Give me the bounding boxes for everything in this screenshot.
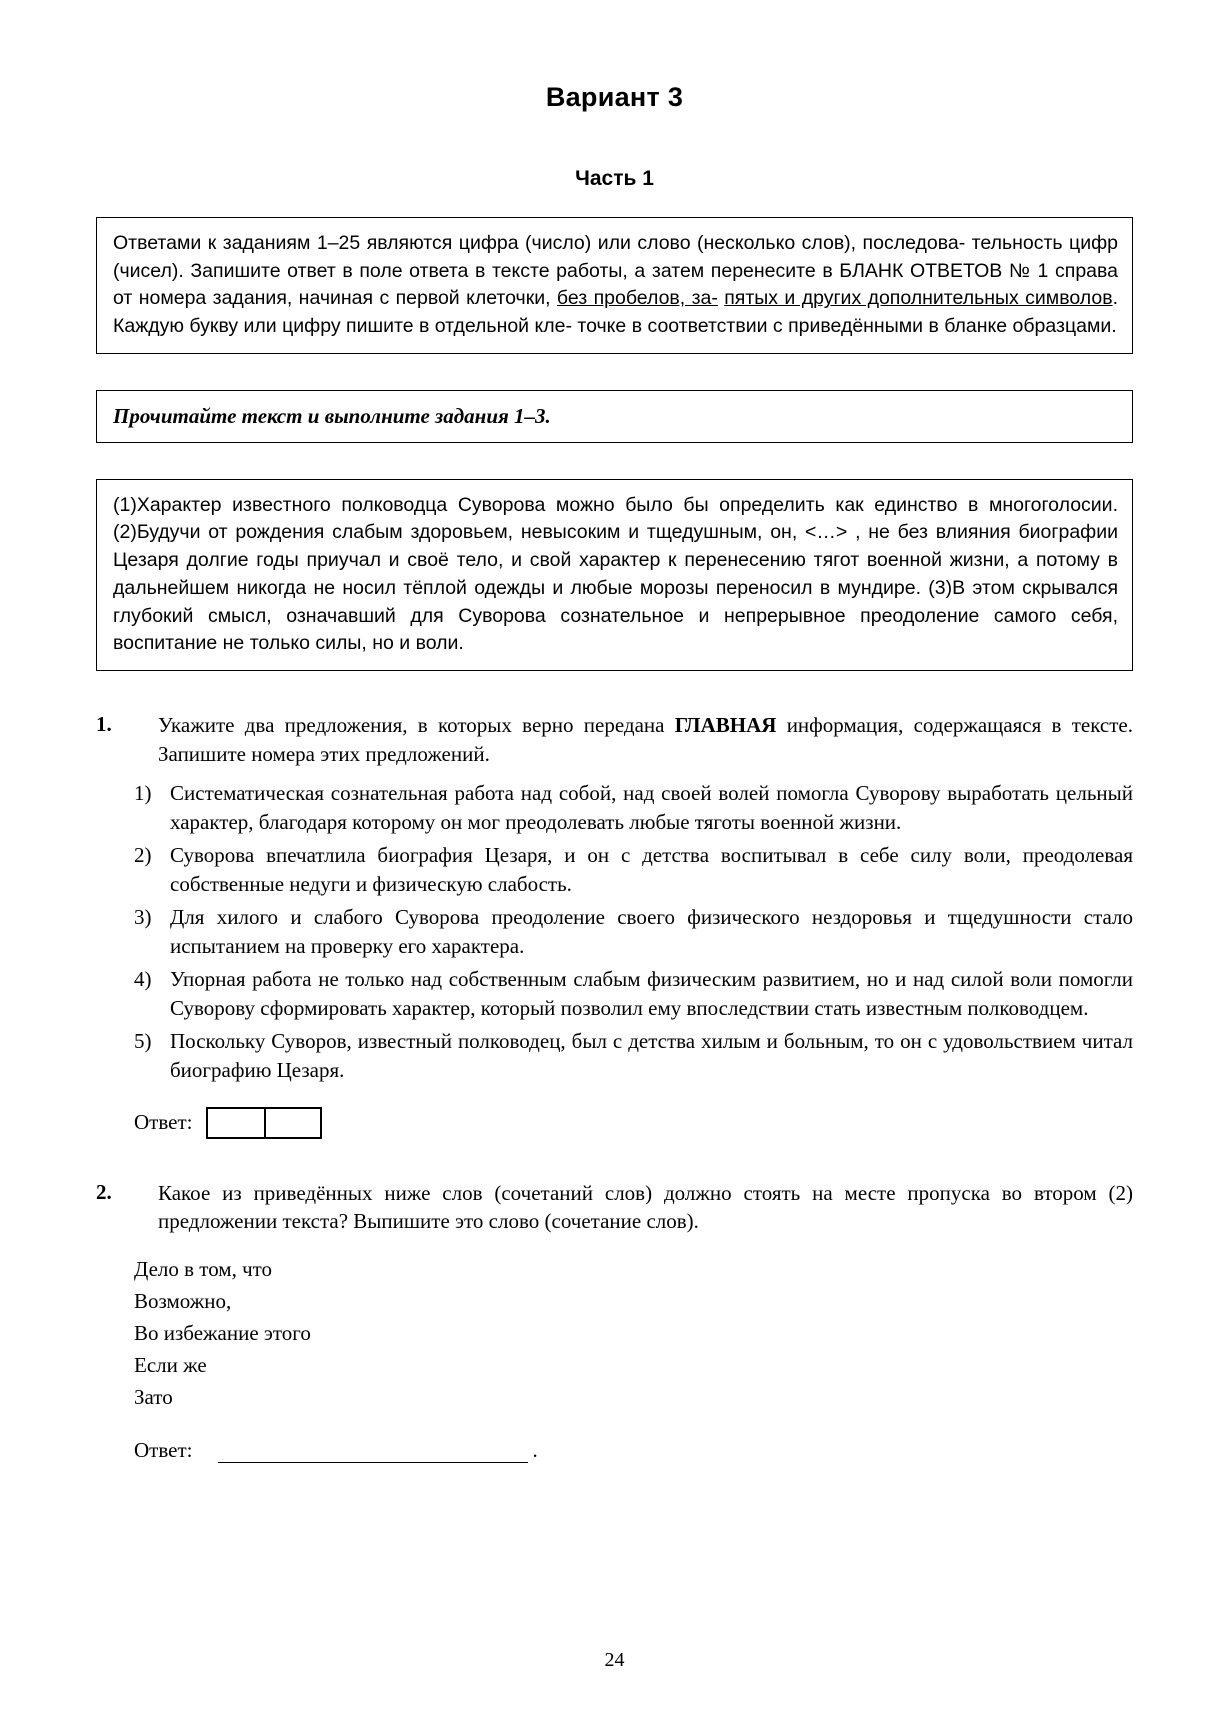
list-item[interactable]: Если же [134, 1353, 207, 1378]
list-item[interactable] [134, 779, 1133, 837]
option-text: Упорная работа не только над собственным слабым физическим развитием, но и над силой воли помогли Суворову сформировать характер, который позволил ему впоследствии стать известным полководцем. [170, 966, 1133, 1020]
list-item[interactable] [134, 841, 1133, 899]
answer-input-cells[interactable] [206, 1107, 322, 1139]
option-text: Суворова впечатлила биография Цезаря, и он с детства воспитывал в себе силу воли, преодолевая собственные недуги и физическую слабость. [170, 842, 1133, 896]
reading-text-box [96, 479, 1133, 671]
task-2-number: 2. [96, 1179, 112, 1204]
task-2-answer-row [96, 1438, 1133, 1463]
task-2 [96, 1179, 1133, 1237]
instruction-underline-1: без пробелов, за- [556, 287, 718, 310]
task-1 [96, 711, 1133, 769]
instruction-box [96, 217, 1133, 354]
instruction-line-5: точке в соответствии с приведёнными в бланке образцами. [577, 315, 1117, 338]
list-item[interactable] [134, 1027, 1133, 1085]
page-number: 24 [604, 1649, 625, 1671]
task-1-question [158, 711, 1133, 769]
answer-input-line[interactable] [218, 1444, 528, 1463]
task-1-question-part1: Укажите два предложения, в которых верно передана [158, 712, 675, 737]
task-1-options [96, 779, 1133, 1085]
answer-cell[interactable] [208, 1109, 264, 1137]
instruction-line-4: . Каждую букву или цифру пишите в отдельной кле- [113, 287, 1118, 338]
instruction-line-1: Ответами к заданиям 1–25 являются цифра (число) или слово (несколько слов), последова- [113, 232, 966, 254]
option-marker: 1) [134, 780, 152, 805]
option-text: Для хилого и слабого Суворова преодоление своего физического нездоровья и тщедушности стало испытанием на проверку его характера. [170, 904, 1133, 958]
list-item[interactable]: Во избежание этого [134, 1321, 311, 1346]
reading-prompt-box [96, 390, 1133, 443]
task-1-answer-row [96, 1107, 1133, 1139]
option-marker: 4) [134, 966, 152, 991]
answer-label: Ответ: [134, 1110, 193, 1134]
list-item[interactable]: Зато [134, 1385, 173, 1410]
option-text: Систематическая сознательная работа над собой, над своей волей помогла Суворову выработать цельный характер, благодаря которому он мог преодолевать любые тяготы военной жизни. [170, 780, 1133, 834]
instruction-line-2: тельность цифр (чисел). Запишите ответ в поле ответа в тексте работы, а затем перенесите в [113, 232, 1118, 282]
part-title: Часть 1 [575, 167, 654, 190]
option-text: Поскольку Суворов, известный полководец, был с детства хилым и больным, то он с удовольствием читал биографию Цезаря. [170, 1028, 1133, 1082]
task-1-number: 1. [96, 711, 112, 736]
list-item[interactable]: Дело в том, что [134, 1257, 273, 1282]
task-2-word-list [96, 1254, 1133, 1414]
answer-cell[interactable] [264, 1109, 320, 1137]
list-item[interactable] [134, 965, 1133, 1023]
page-title: Вариант 3 [545, 82, 684, 112]
option-marker: 2) [134, 842, 152, 867]
list-item[interactable]: Возможно, [134, 1289, 232, 1314]
option-marker: 5) [134, 1028, 152, 1053]
task-1-question-part2: информация, содержащаяся в тексте. Запишите номера этих предложений. [158, 712, 1133, 766]
instruction-line-3: БЛАНК ОТВЕТОВ № 1 справа от номера задания, начиная с первой клеточки, [113, 259, 1118, 310]
reading-text-body: (1)Характер известного полководца Суворова можно было бы определить как единство в многоголосии. (2)Будучи от рождения слабым здоровьем, невысоким и тщедушным, он, <…> , не без влияния биографии Цезаря долгие годы приучал и своё тело, и свой характер к перенесению тягот военной жизни, а потому в дальнейшем никогда не носил тёплой одежды и любые морозы переносил в мундире. (3)В этом скрывался глубокий смысл, означавший для Суворова сознательное и непрерывное преодоление самого себя, воспитание не только силы, но и воли. [113, 493, 1118, 655]
instruction-underline-2: пятых и других дополнительных символов [724, 287, 1113, 310]
task-1-question-emphasis: ГЛАВНАЯ [674, 712, 777, 737]
answer-label: Ответ: [134, 1437, 193, 1462]
answer-suffix: . [532, 1437, 538, 1462]
reading-prompt-text: Прочитайте текст и выполните задания 1–3. [113, 403, 551, 428]
list-item[interactable] [134, 903, 1133, 961]
option-marker: 3) [134, 904, 152, 929]
task-2-question: Какое из приведённых ниже слов (сочетаний слов) должно стоять на месте пропуска во втором (2) предложении текста? Выпишите это слово (сочетание слов). [158, 1180, 1133, 1234]
